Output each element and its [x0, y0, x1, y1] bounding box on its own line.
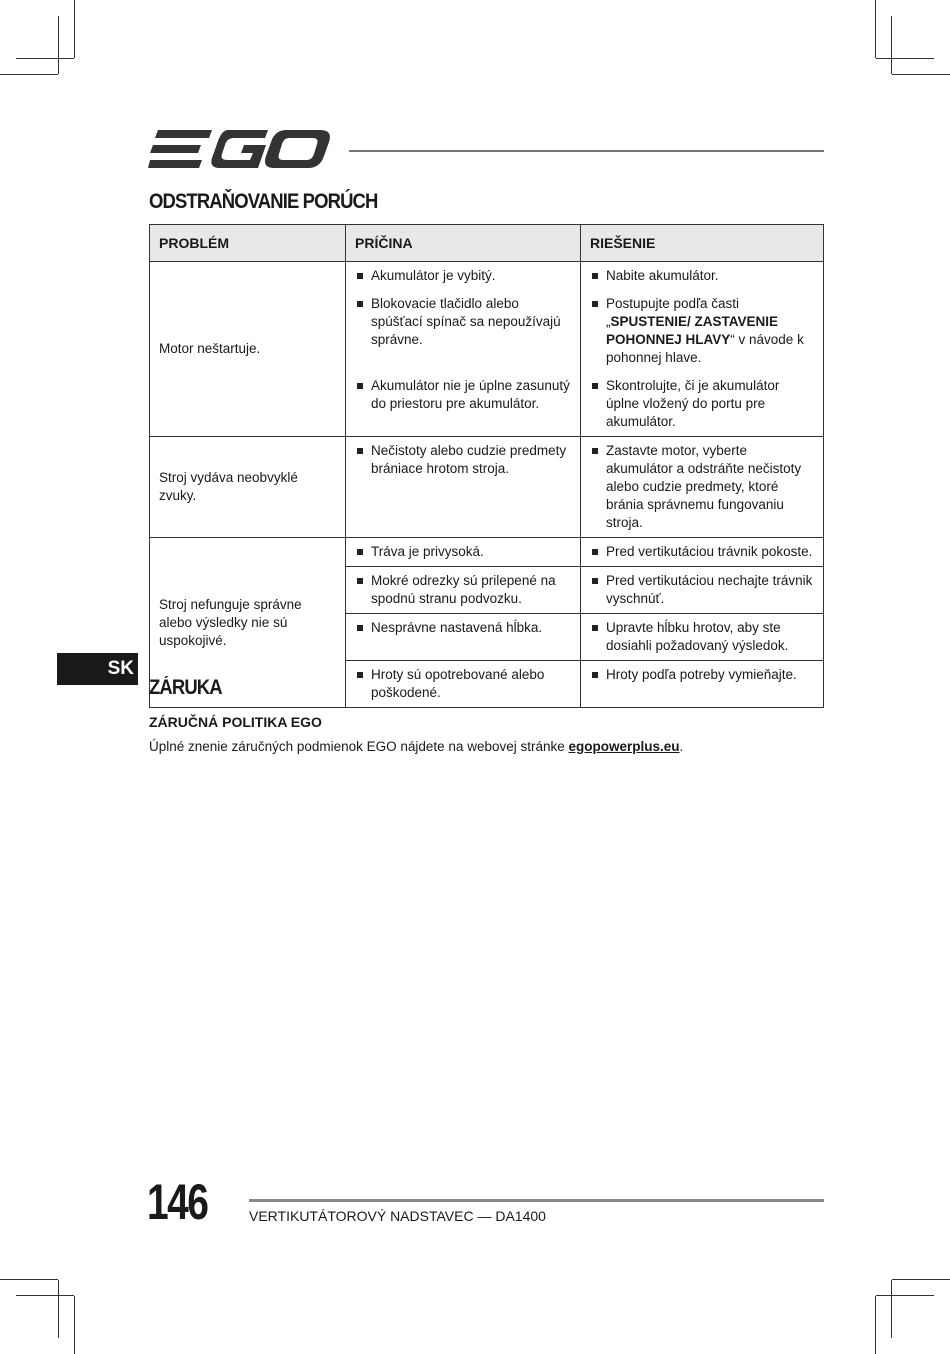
- warranty-text: Úplné znenie záručných podmienok EGO nájdete na webovej stránke: [149, 739, 569, 754]
- cause-text: Akumulátor nie je úplne zasunutý do priestoru pre akumulátor.: [355, 377, 571, 413]
- crop-mark: [74, 0, 75, 58]
- cause-text: Akumulátor je vybitý.: [355, 267, 571, 285]
- troubleshooting-table: [149, 224, 824, 708]
- problem-cell: Stroj vydáva neobvyklé zvuky.: [150, 437, 346, 538]
- crop-mark: [875, 0, 876, 58]
- crop-mark: [892, 1279, 950, 1280]
- section-title-troubleshooting: ODSTRAŇOVANIE PORÚCH: [149, 190, 378, 213]
- solution-text-pre: Postupujte podľa časti „: [606, 296, 740, 329]
- footer-rule: [249, 1199, 824, 1202]
- cause-cell: [346, 614, 581, 661]
- solution-text-bold: SPUSTENIE/ ZASTAVENIE POHONNEJ HLAVY: [606, 314, 779, 347]
- cause-cell: [346, 372, 581, 437]
- crop-mark: [891, 1280, 892, 1338]
- solution-cell: [581, 372, 824, 437]
- cause-cell: [346, 437, 581, 538]
- cause-cell: [346, 538, 581, 567]
- crop-mark: [892, 74, 950, 75]
- table-row: [150, 262, 824, 291]
- crop-mark: [58, 16, 59, 74]
- solution-text: Pred vertikutáciou nechajte trávnik vyschnúť.: [590, 572, 814, 608]
- crop-mark: [0, 1279, 58, 1280]
- crop-mark: [16, 1295, 74, 1296]
- cause-text: Nesprávne nastavená hĺbka.: [355, 619, 571, 637]
- cause-text: Mokré odrezky sú prilepené na spodnú stranu podvozku.: [355, 572, 571, 608]
- header-solution: RIEŠENIE: [581, 225, 824, 262]
- warranty-link[interactable]: egopowerplus.eu: [568, 739, 680, 754]
- cause-cell: [346, 262, 581, 291]
- crop-mark: [74, 1296, 75, 1354]
- solution-text: Skontrolujte, či je akumulátor úplne vložený do portu pre akumulátor.: [590, 377, 814, 431]
- table-row: [150, 538, 824, 567]
- crop-mark: [876, 1295, 934, 1296]
- section-title-warranty: ZÁRUKA: [149, 676, 222, 699]
- header-problem: PROBLÉM: [150, 225, 346, 262]
- header-rule: [349, 150, 824, 152]
- crop-mark: [875, 1296, 876, 1354]
- language-tab: SK: [57, 653, 138, 685]
- cause-text: Hroty sú opotrebované alebo poškodené.: [355, 666, 571, 702]
- cause-cell: [346, 661, 581, 708]
- crop-mark: [16, 58, 74, 59]
- table-header-row: [150, 225, 824, 262]
- cause-cell: [346, 290, 581, 372]
- problem-cell: Motor neštartuje.: [150, 262, 346, 437]
- solution-text: Upravte hĺbku hrotov, aby ste dosiahli požadovaný výsledok.: [590, 619, 814, 655]
- solution-cell: [581, 567, 824, 614]
- page-number: 146: [147, 1174, 208, 1230]
- warranty-paragraph: [149, 739, 683, 754]
- warranty-subtitle: ZÁRUČNÁ POLITIKA EGO: [149, 714, 322, 730]
- solution-cell: [581, 437, 824, 538]
- crop-mark: [58, 1280, 59, 1338]
- cause-text: Tráva je privysoká.: [355, 543, 571, 561]
- crop-mark: [0, 74, 58, 75]
- crop-mark: [876, 58, 934, 59]
- cause-cell: [346, 567, 581, 614]
- ego-logo: [148, 128, 332, 172]
- header-cause: PRÍČINA: [346, 225, 581, 262]
- solution-cell: [581, 262, 824, 291]
- warranty-text-end: .: [679, 739, 684, 754]
- solution-text: [590, 295, 814, 367]
- crop-mark: [891, 16, 892, 74]
- solution-text: Zastavte motor, vyberte akumulátor a odstráňte nečistoty alebo cudzie predmety, ktoré bránia správnemu fungovaniu stroja.: [590, 442, 814, 532]
- footer-product-name: VERTIKUTÁTOROVÝ NADSTAVEC — DA1400: [249, 1208, 546, 1224]
- solution-cell: [581, 614, 824, 661]
- solution-cell: [581, 661, 824, 708]
- solution-text: Nabite akumulátor.: [590, 267, 814, 285]
- solution-text: Hroty podľa potreby vymieňajte.: [590, 666, 814, 684]
- solution-text-post: “ v návode k pohonnej hlave.: [606, 332, 804, 365]
- cause-text: Nečistoty alebo cudzie predmety brániace hrotom stroja.: [355, 442, 571, 478]
- cause-text: Blokovacie tlačidlo alebo spúšťací spínač sa nepoužívajú správne.: [355, 295, 571, 349]
- solution-cell: [581, 290, 824, 372]
- solution-text: Pred vertikutáciou trávnik pokoste.: [590, 543, 814, 561]
- problem-cell: Stroj nefunguje správne alebo výsledky nie sú uspokojivé.: [150, 538, 346, 708]
- table-row: [150, 437, 824, 538]
- solution-cell: [581, 538, 824, 567]
